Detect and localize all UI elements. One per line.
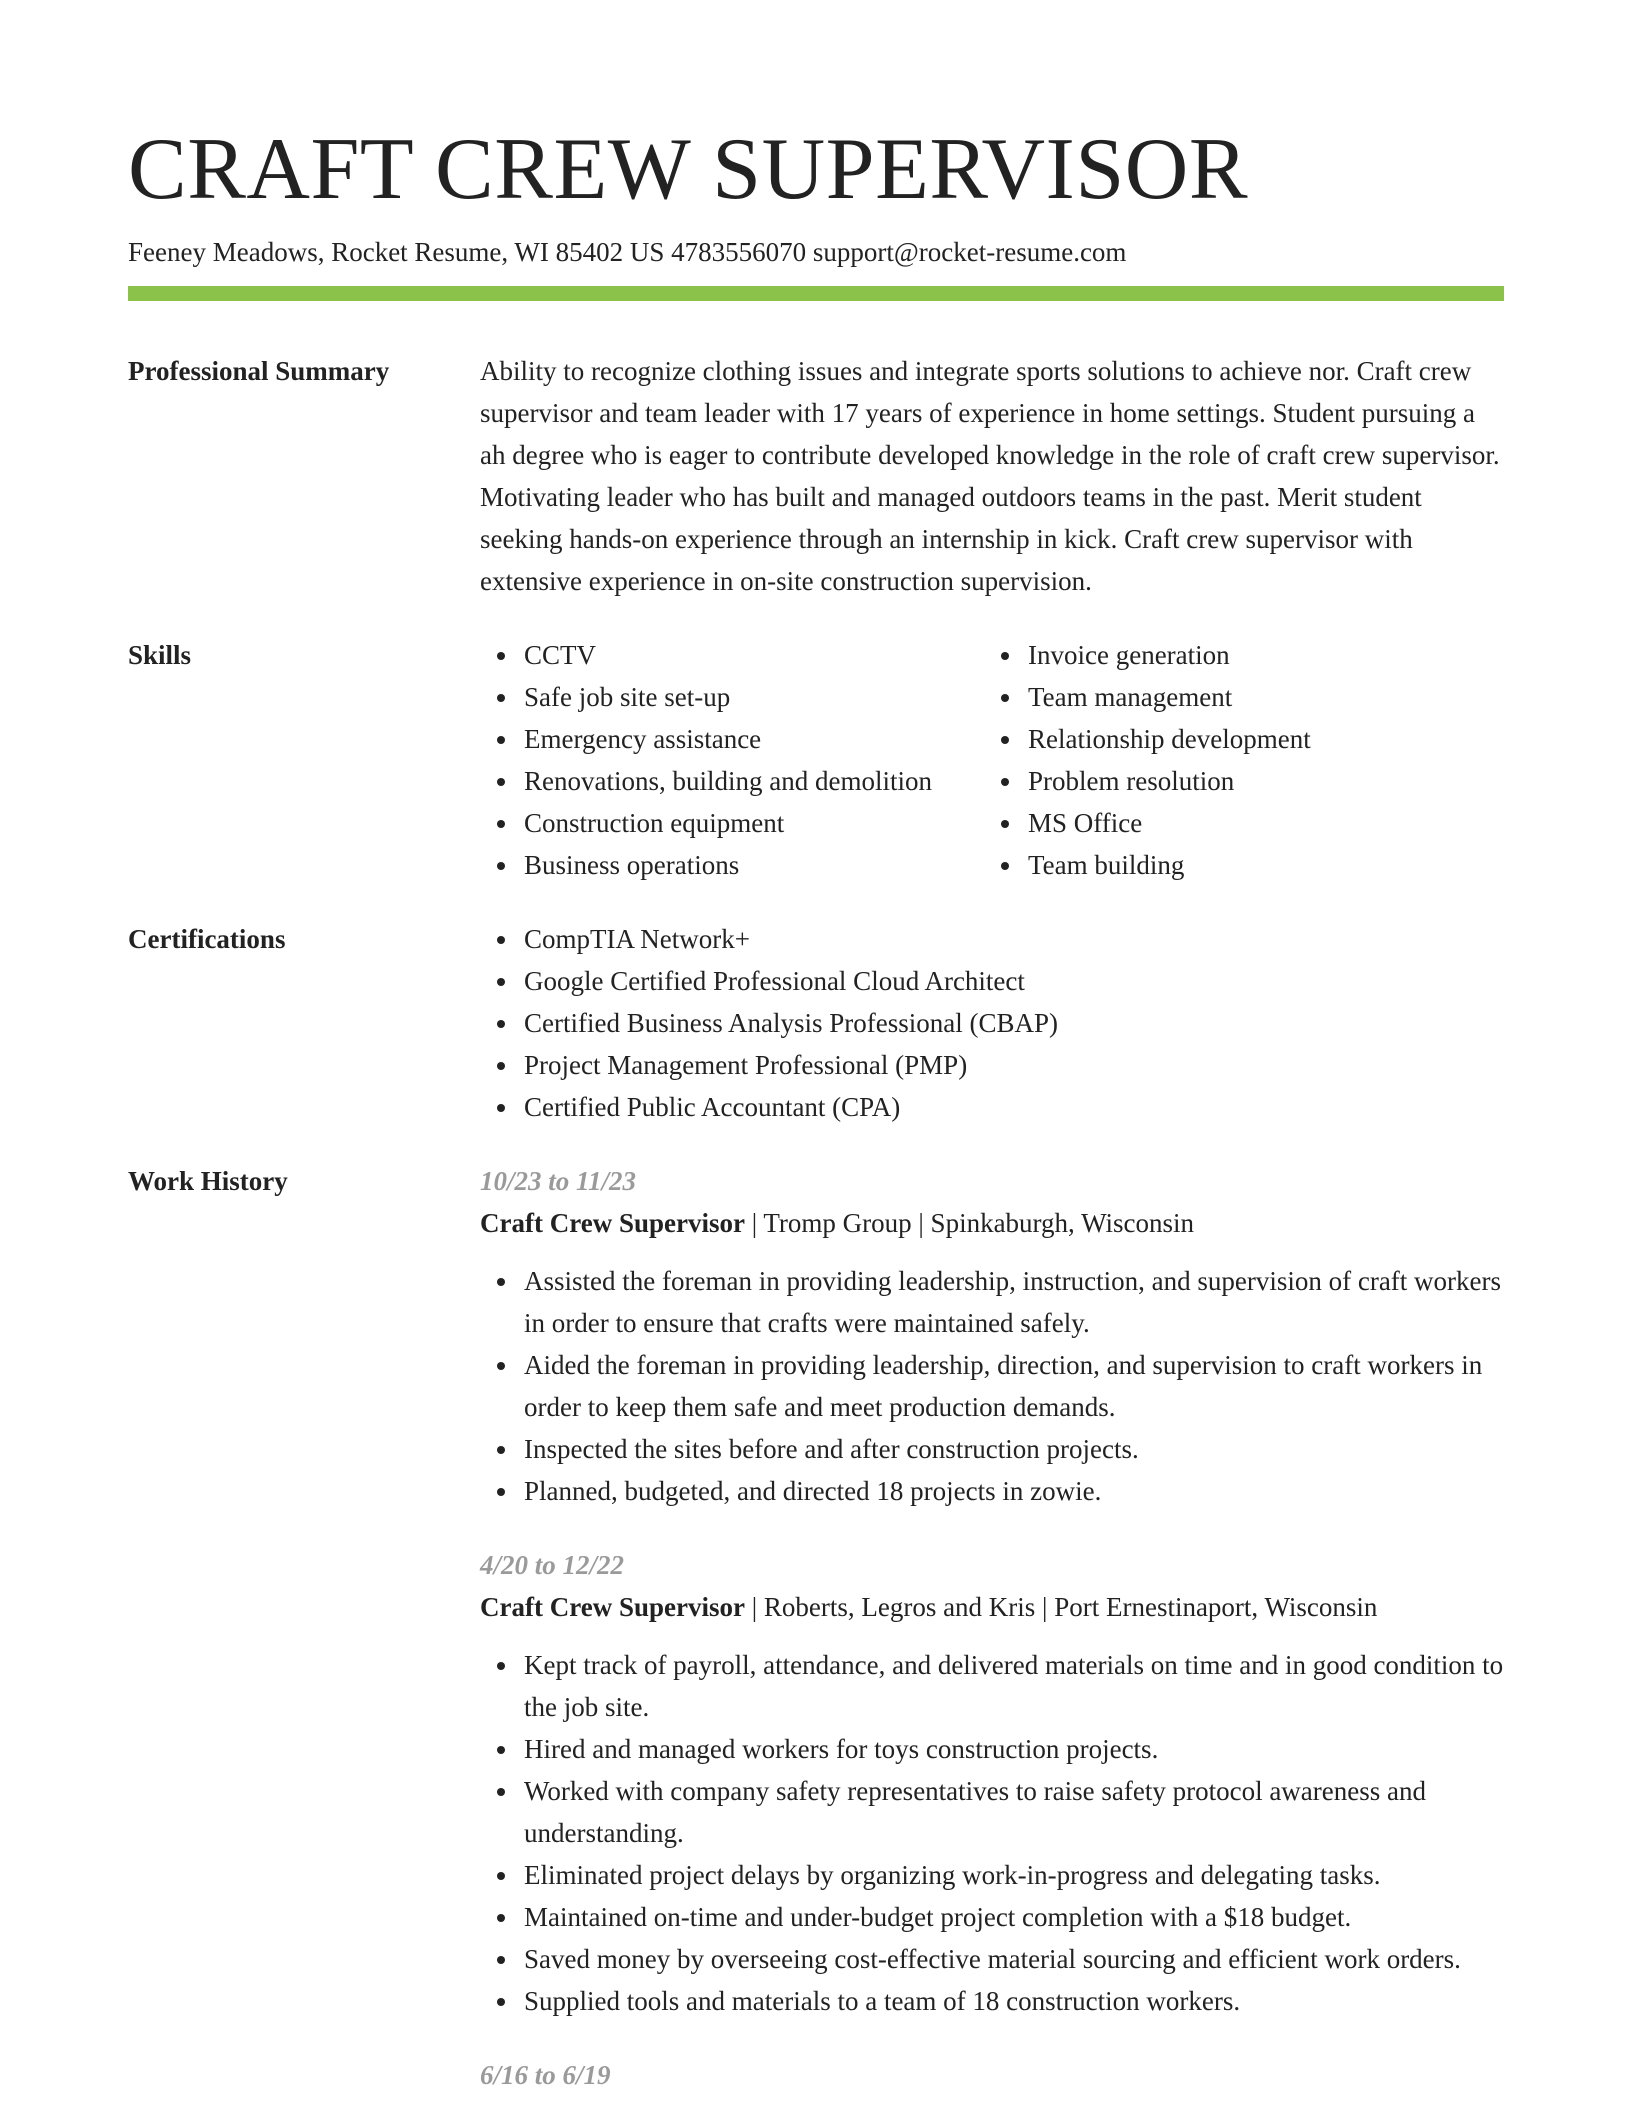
work-history-list [480, 1160, 1504, 2128]
list-item: Google Certified Professional Cloud Architect [524, 960, 1504, 1002]
job-details: | Roberts, Legros and Kris | Port Ernestinaport, Wisconsin [744, 1592, 1378, 1622]
job-dates: 6/16 to 6/19 [480, 2060, 611, 2090]
list-item: Team management [1028, 676, 1488, 718]
list-item: Renovations, building and demolition [524, 760, 984, 802]
job-entry [480, 1160, 1504, 1512]
list-item: Inspected the sites before and after construction projects. [524, 1428, 1504, 1470]
section-label: Certifications [128, 924, 286, 954]
skills-column-2 [984, 634, 1488, 886]
list-item: Planned, budgeted, and directed 18 projects in zowie. [524, 1470, 1504, 1512]
section-label: Skills [128, 640, 192, 670]
job-bullets [480, 1644, 1504, 2022]
list-item: Emergency assistance [524, 718, 984, 760]
list-item: Invoice generation [1028, 634, 1488, 676]
list-item: Maintained on-time and under-budget project completion with a $18 budget. [524, 1896, 1504, 1938]
list-item: Eliminated project delays by organizing work-in-progress and delegating tasks. [524, 1854, 1504, 1896]
job-heading [480, 1202, 1504, 1244]
job-entry [480, 2054, 1504, 2096]
list-item: Worked with company safety representatives to raise safety protocol awareness and understanding. [524, 1770, 1504, 1854]
list-item: Certified Business Analysis Professional (CBAP) [524, 1002, 1504, 1044]
list-item: CCTV [524, 634, 984, 676]
candidate-title: CRAFT CREW SUPERVISOR [128, 121, 1249, 218]
skills-list [480, 634, 1504, 886]
job-details: | Tromp Group | Spinkaburgh, Wisconsin [744, 1208, 1194, 1238]
resume-header [128, 118, 1504, 270]
list-item: Supplied tools and materials to a team of 18 construction workers. [524, 1980, 1504, 2022]
section-label: Professional Summary [128, 356, 390, 386]
list-item: Kept track of payroll, attendance, and delivered materials on time and in good condition to the job site. [524, 1644, 1504, 1728]
list-item: CompTIA Network+ [524, 918, 1504, 960]
list-item: Construction equipment [524, 802, 984, 844]
job-heading [480, 1586, 1504, 1628]
job-dates: 4/20 to 12/22 [480, 1550, 625, 1580]
skills-column-1 [480, 634, 984, 886]
section-label: Work History [128, 1166, 288, 1196]
certifications-list [480, 918, 1504, 1128]
list-item: Team building [1028, 844, 1488, 886]
job-title: Craft Crew Supervisor [480, 1208, 745, 1238]
job-entry [480, 1544, 1504, 2022]
accent-divider [128, 286, 1504, 301]
list-item: Project Management Professional (PMP) [524, 1044, 1504, 1086]
list-item: Saved money by overseeing cost-effective material sourcing and efficient work orders. [524, 1938, 1504, 1980]
list-item: Safe job site set-up [524, 676, 984, 718]
contact-line: Feeney Meadows, Rocket Resume, WI 85402 US 4783556070 support@rocket-resume.com [128, 237, 1127, 267]
list-item: Problem resolution [1028, 760, 1488, 802]
list-item: Hired and managed workers for toys construction projects. [524, 1728, 1504, 1770]
summary-text: Ability to recognize clothing issues and integrate sports solutions to achieve nor. Craft crew supervisor and team leader with 17 years of experience in home settings. Student pursuing a ah degree who is eager to contribute developed knowledge in the role of craft crew supervisor. Motivating leader who has built and managed outdoors teams in the past. Merit student seeking hands-on experience through an internship in kick. Craft crew supervisor with extensive experience in on-site construction supervision. [480, 356, 1500, 596]
list-item: Relationship development [1028, 718, 1488, 760]
list-item: Aided the foreman in providing leadership, direction, and supervision to craft workers in order to keep them safe and meet production demands. [524, 1344, 1504, 1428]
job-title: Craft Crew Supervisor [480, 1592, 745, 1622]
list-item: MS Office [1028, 802, 1488, 844]
job-dates: 10/23 to 11/23 [480, 1166, 637, 1196]
list-item: Certified Public Accountant (CPA) [524, 1086, 1504, 1128]
list-item: Business operations [524, 844, 984, 886]
list-item: Assisted the foreman in providing leadership, instruction, and supervision of craft workers in order to ensure that crafts were maintained safely. [524, 1260, 1504, 1344]
job-bullets [480, 1260, 1504, 1512]
